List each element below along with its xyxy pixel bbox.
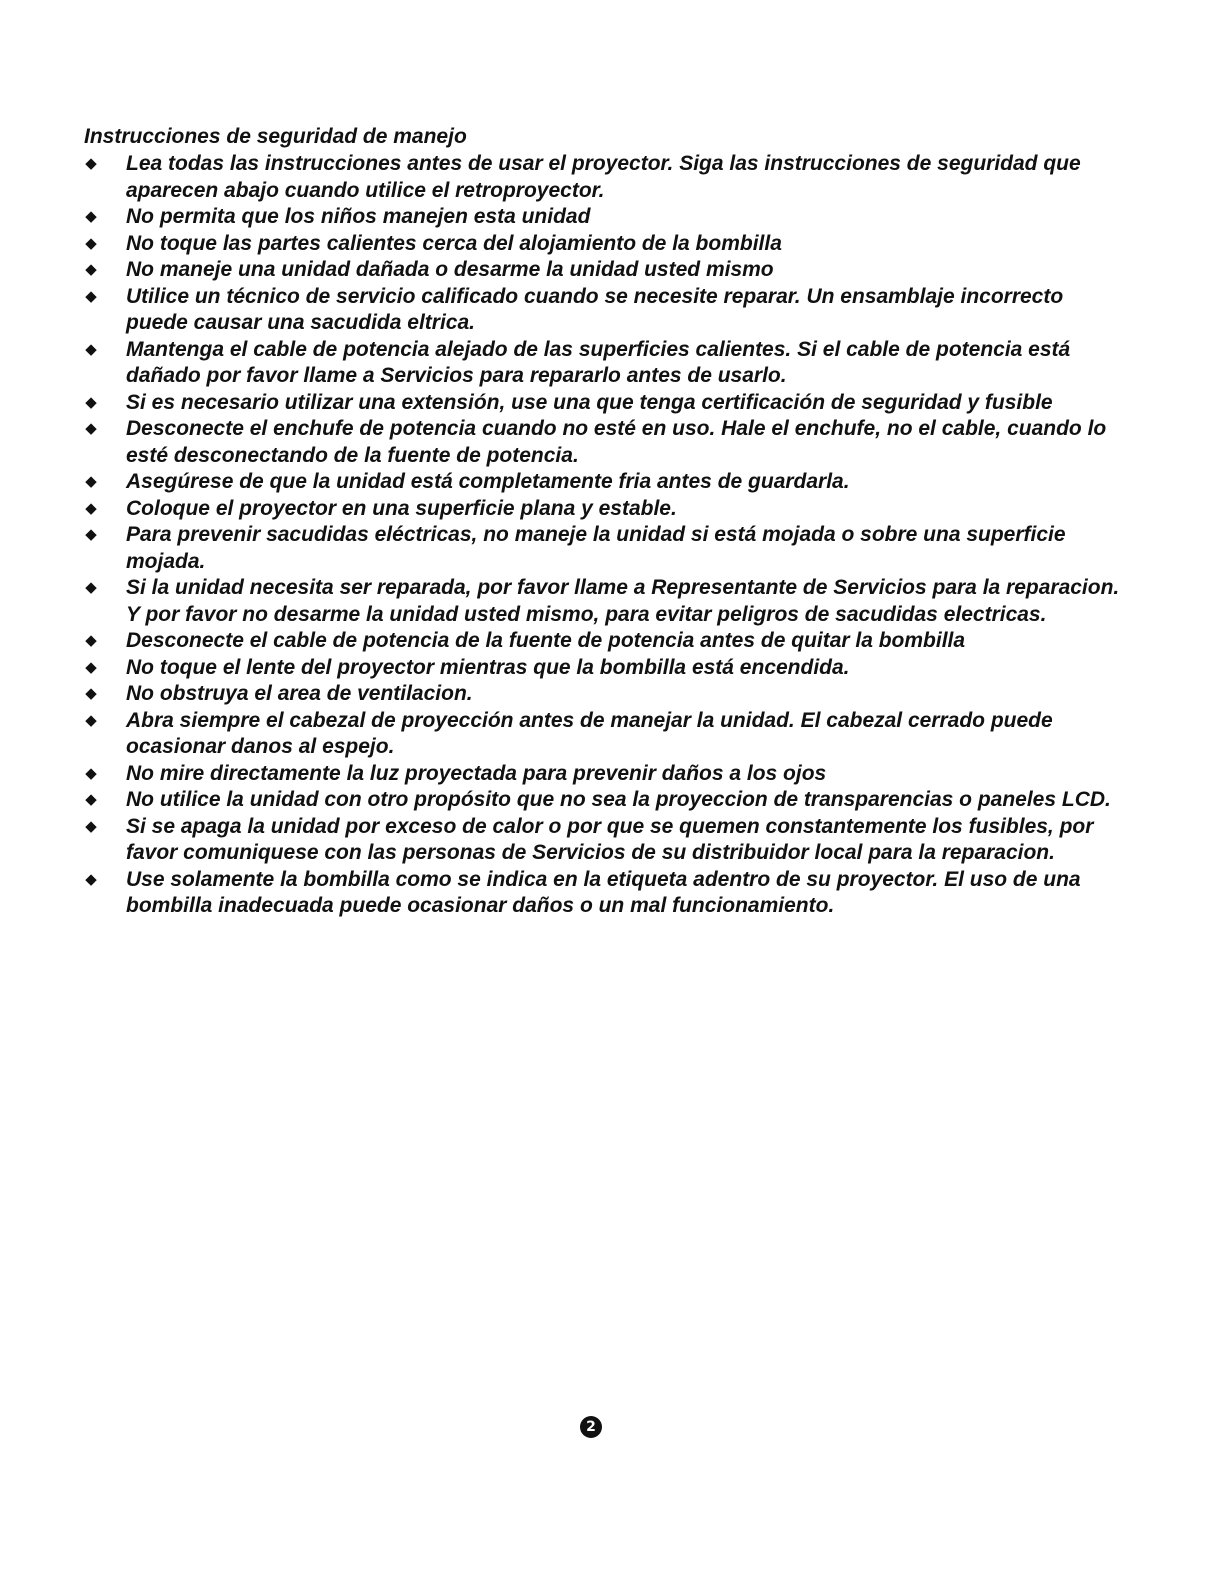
bullet-diamond-icon: ◆	[85, 685, 97, 702]
list-item	[84, 151, 1124, 204]
list-item	[84, 204, 1124, 231]
list-item	[84, 681, 1124, 708]
list-item-text: Mantenga el cable de potencia alejado de las superficies calientes. Si el cable de potencia está dañado por favor llame a Servicios para repararlo antes de usarlo.	[126, 337, 1071, 387]
list-item	[84, 787, 1124, 814]
list-item	[84, 867, 1124, 920]
list-item-text: No permita que los niños manejen esta unidad	[126, 205, 591, 228]
page-number: 2	[580, 1416, 602, 1438]
list-item	[84, 337, 1124, 390]
safety-instructions-list	[84, 151, 1124, 920]
list-item-text: Asegúrese de que la unidad está completamente fria antes de guardarla.	[126, 470, 850, 493]
section-heading: Instrucciones de seguridad de manejo	[84, 125, 467, 148]
list-item	[84, 496, 1124, 523]
bullet-diamond-icon: ◆	[85, 632, 97, 649]
list-item-text: Utilice un técnico de servicio calificado cuando se necesite reparar. Un ensamblaje incorrecto puede causar una sacudida eltrica.	[126, 284, 1064, 334]
bullet-diamond-icon: ◆	[85, 499, 97, 517]
list-item-text: Coloque el proyector en una superficie plana y estable.	[126, 496, 677, 520]
bullet-diamond-icon: ◆	[85, 234, 97, 252]
bullet-diamond-icon: ◆	[85, 287, 97, 305]
list-item	[84, 575, 1124, 628]
bullet-diamond-icon: ◆	[85, 791, 97, 808]
list-item	[84, 284, 1124, 337]
bullet-diamond-icon: ◆	[85, 261, 97, 278]
list-item	[84, 814, 1124, 867]
list-item-text: No mire directamente la luz proyectada para prevenir daños a los ojos	[126, 761, 827, 785]
list-item-text: No toque el lente del proyector mientras que la bombilla está encendida.	[126, 655, 850, 679]
list-item-text: No obstruya el area de ventilacion.	[126, 682, 473, 705]
list-item	[84, 708, 1124, 761]
list-item	[84, 655, 1124, 682]
list-item-text: No maneje una unidad dañada o desarme la unidad usted mismo	[126, 258, 774, 281]
bullet-diamond-icon: ◆	[85, 817, 97, 835]
bullet-diamond-icon: ◆	[85, 658, 97, 676]
list-item-text: Si se apaga la unidad por exceso de calor o por que se quemen constantemente los fusibles, por favor comuniquese con las personas de Servicios de su distribuidor local para la reparacion.	[126, 814, 1094, 864]
bullet-diamond-icon: ◆	[85, 393, 97, 411]
list-item	[84, 761, 1124, 788]
list-item	[84, 390, 1124, 417]
list-item	[84, 522, 1124, 575]
bullet-diamond-icon: ◆	[85, 764, 97, 782]
list-item-text: No utilice la unidad con otro propósito que no sea la proyeccion de transparencias o paneles LCD.	[126, 788, 1111, 811]
list-item	[84, 469, 1124, 496]
bullet-diamond-icon: ◆	[85, 420, 97, 437]
list-item-text: Para prevenir sacudidas eléctricas, no maneje la unidad si está mojada o sobre una superficie mojada.	[126, 523, 1066, 573]
list-item-text: Si es necesario utilizar una extensión, use una que tenga certificación de seguridad y fusible	[126, 390, 1053, 414]
bullet-diamond-icon: ◆	[85, 711, 97, 729]
bullet-diamond-icon: ◆	[85, 579, 97, 596]
bullet-diamond-icon: ◆	[85, 870, 97, 888]
bullet-diamond-icon: ◆	[85, 340, 97, 358]
list-item-text: Desconecte el enchufe de potencia cuando no esté en uso. Hale el enchufe, no el cable, cuando lo esté desconectando de la fuente de potencia.	[126, 417, 1107, 467]
list-item-text: Abra siempre el cabezal de proyección antes de manejar la unidad. El cabezal cerrado puede ocasionar danos al espejo.	[126, 708, 1053, 758]
bullet-diamond-icon: ◆	[85, 155, 97, 172]
bullet-diamond-icon: ◆	[85, 526, 97, 543]
list-item	[84, 257, 1124, 284]
list-item-text: Si la unidad necesita ser reparada, por favor llame a Representante de Servicios para la reparacion. Y por favor no desarme la unidad usted mismo, para evitar peligros de sacudidas electricas.	[126, 576, 1120, 626]
list-item-text: Lea todas las instrucciones antes de usar el proyector. Siga las instrucciones de seguridad que aparecen abajo cuando utilice el retroproyector.	[126, 152, 1081, 202]
bullet-diamond-icon: ◆	[85, 473, 97, 490]
list-item-text: Desconecte el cable de potencia de la fuente de potencia antes de quitar la bombilla	[126, 629, 966, 652]
bullet-diamond-icon: ◆	[85, 208, 97, 225]
list-item	[84, 416, 1124, 469]
list-item-text: No toque las partes calientes cerca del alojamiento de la bombilla	[126, 231, 782, 255]
list-item-text: Use solamente la bombilla como se indica en la etiqueta adentro de su proyector. El uso de una bombilla inadecuada puede ocasionar daños o un mal funcionamiento.	[126, 867, 1081, 917]
list-item	[84, 231, 1124, 258]
list-item	[84, 628, 1124, 655]
